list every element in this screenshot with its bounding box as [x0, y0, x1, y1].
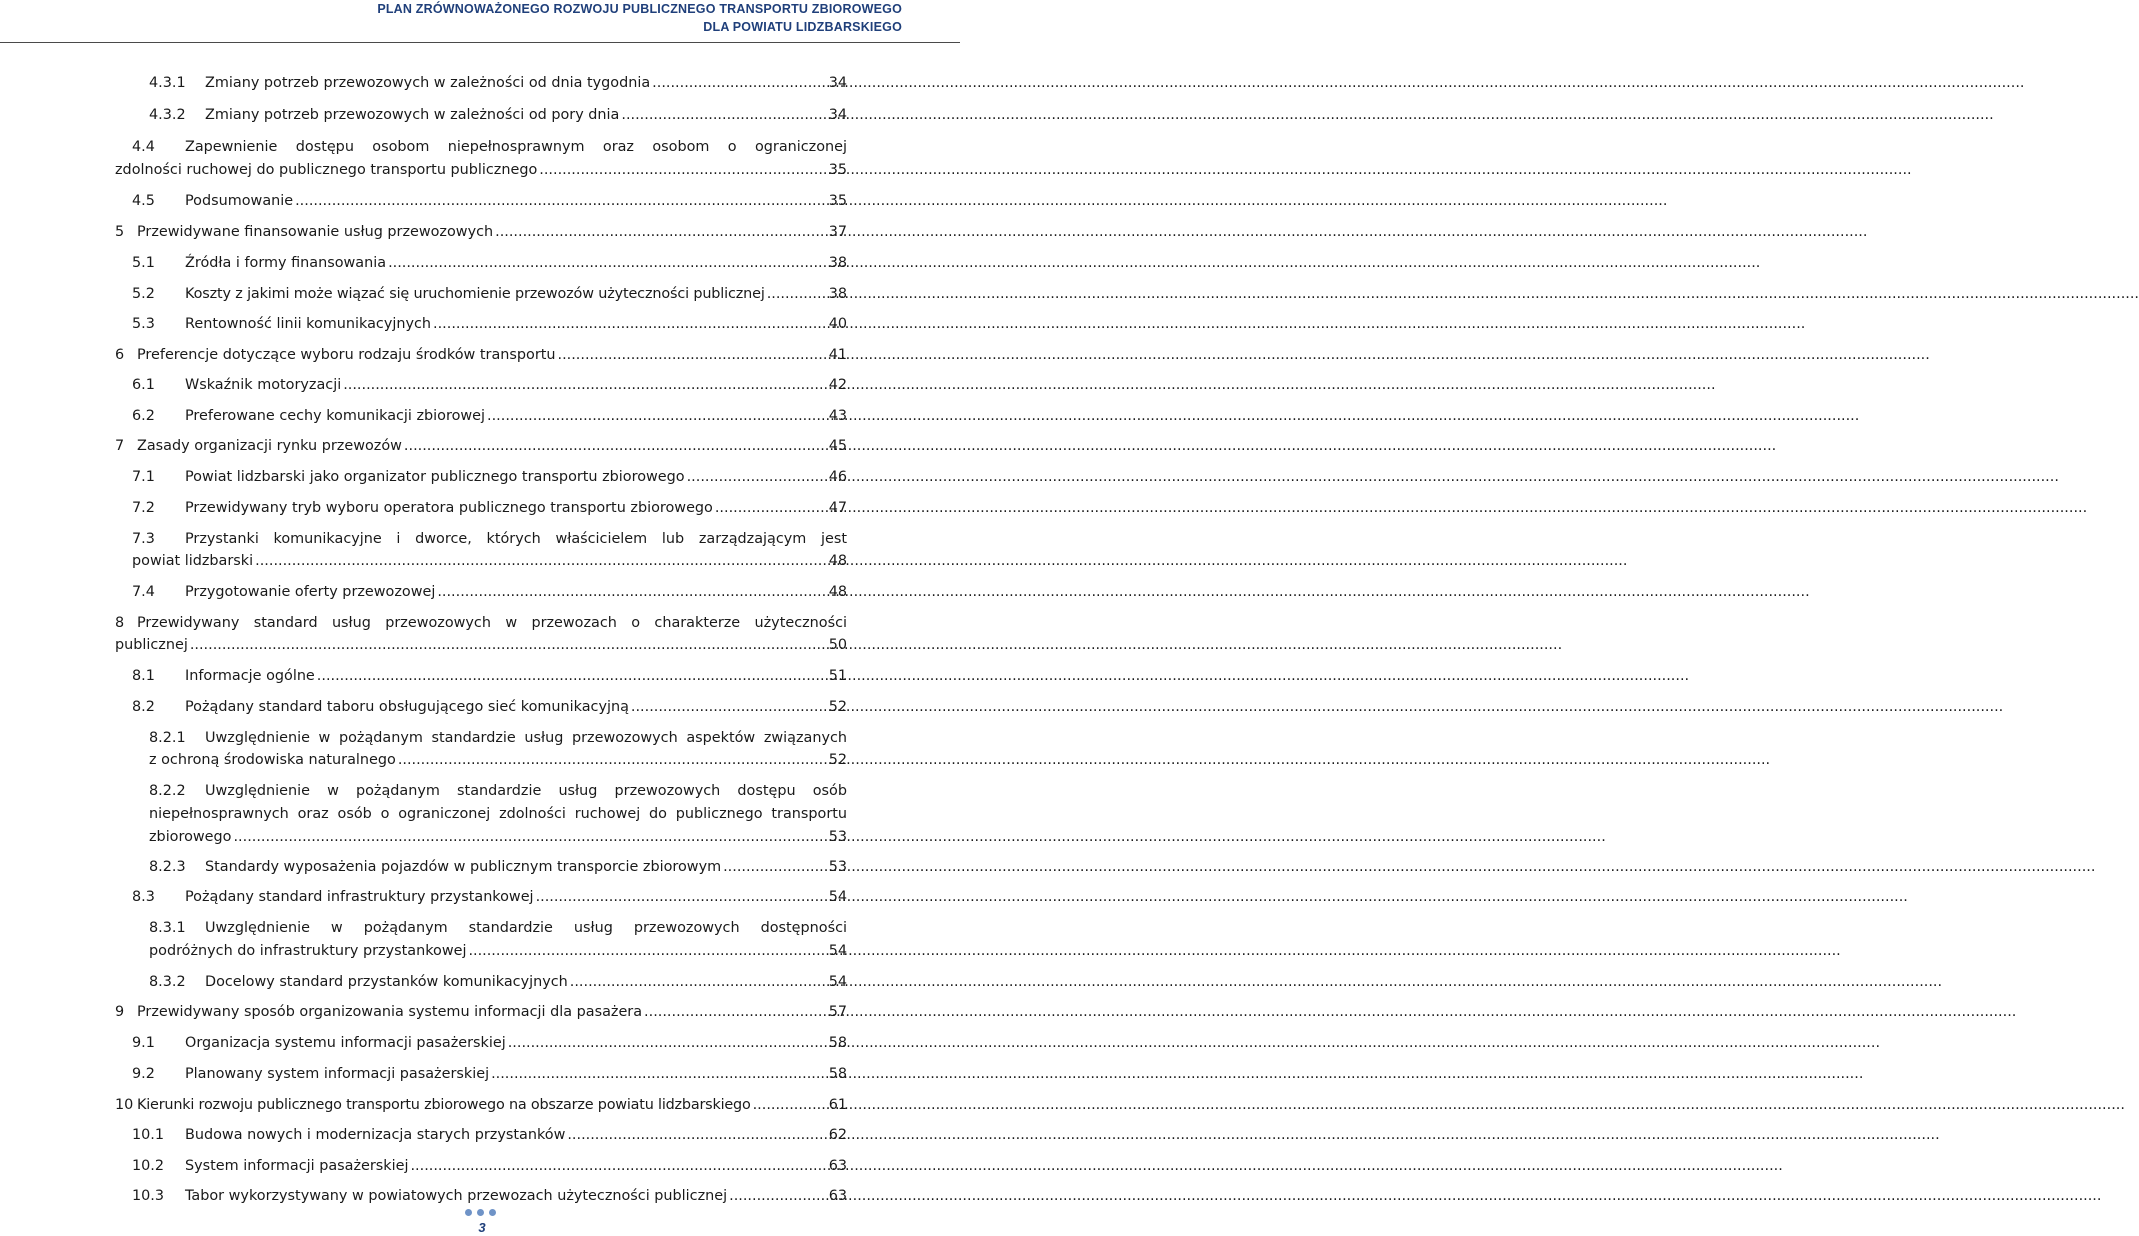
toc-entry[interactable] [132, 581, 847, 604]
toc-entry-number: 6.2 [132, 408, 155, 424]
toc-entry-title-line2: powiat lidzbarski [132, 553, 254, 569]
toc-entry-number: 8.1 [132, 668, 155, 684]
toc-entry-page: 41 [828, 347, 847, 363]
toc-entry-number: 8.2.1 [149, 730, 186, 746]
header-title-line2: DLA POWIATU LIDZBARSKIEGO [703, 20, 902, 34]
toc-leader-dots [644, 1001, 825, 1024]
toc-entry-page: 40 [828, 316, 847, 332]
toc-entry-title-line1b: niepełnosprawnych oraz osób o ograniczonej zdolności ruchowej do publicznego transportu [149, 806, 847, 822]
toc-entry-number: 10.3 [132, 1188, 165, 1204]
toc-entry-title-line1: Uwzględnienie w pożądanym standardzie usług przewozowych dostępu osób [205, 783, 847, 799]
toc-entry-page: 45 [828, 438, 847, 454]
header-title-line1: PLAN ZRÓWNOWAŻONEGO ROZWOJU PUBLICZNEGO TRANSPORTU ZBIOROWEGO [377, 2, 902, 16]
toc-entry-page: 50 [828, 637, 847, 653]
toc-leader-dots [343, 374, 824, 397]
toc-entry-page: 54 [828, 889, 847, 905]
toc-entry-page: 61 [828, 1097, 847, 1113]
toc-leader-dots [570, 971, 825, 994]
toc-entry[interactable] [132, 405, 847, 428]
toc-leader-dots [558, 344, 825, 367]
toc-entry-page: 52 [828, 699, 847, 715]
toc-entry-title: Powiat lidzbarski jako organizator publicznego transportu zbiorowego [185, 469, 685, 485]
toc-entry-title-line2: zbiorowego [149, 829, 232, 845]
toc-leader-dots [536, 886, 825, 909]
toc-entry-number: 6.1 [132, 377, 155, 393]
toc-entry-number: 9.1 [132, 1035, 155, 1051]
toc-leader-dots [539, 159, 824, 182]
toc-entry[interactable] [132, 1124, 847, 1147]
toc-entry-page: 38 [828, 255, 847, 271]
toc-entry-number: 7.4 [132, 584, 155, 600]
toc-entry-continuation[interactable] [149, 749, 847, 772]
toc-leader-dots [567, 1124, 824, 1147]
toc-entry-number: 5.1 [132, 255, 155, 271]
toc-leader-dots [433, 313, 825, 336]
toc-entry-title-line1: Uwzględnienie w pożądanym standardzie usług przewozowych aspektów związanych [205, 730, 847, 746]
toc-entry-title: Pożądany standard taboru obsługującego sieć komunikacyjną [185, 699, 629, 715]
toc-entry-continuation [149, 803, 847, 826]
toc-entry[interactable] [149, 104, 847, 127]
toc-entry-title: Koszty z jakimi może wiązać się uruchomienie przewozów użyteczności publicznej [185, 286, 765, 302]
toc-entry-number: 5.3 [132, 316, 155, 332]
toc-leader-dots [437, 581, 824, 604]
toc-entry-title: System informacji pasażerskiej [185, 1158, 409, 1174]
toc-entry-number: 8.2.3 [149, 859, 186, 875]
toc-entry-number: 5 [115, 224, 125, 240]
toc-entry[interactable] [149, 971, 847, 994]
toc-leader-dots [410, 1155, 824, 1178]
toc-leader-dots [715, 497, 825, 520]
toc-entry[interactable] [115, 435, 847, 458]
toc-entry-title-line1: Zapewnienie dostępu osobom niepełnosprawnym oraz osobom o ograniczonej [185, 139, 847, 155]
toc-entry-title: Docelowy standard przystanków komunikacyjnych [205, 974, 568, 990]
toc-entry-page: 53 [828, 829, 847, 845]
toc-entry-title: Podsumowanie [185, 193, 294, 209]
toc-entry-title-line1: Przewidywany standard usług przewozowych w przewozach o charakterze użyteczności [137, 615, 847, 631]
toc-entry-page: 52 [828, 752, 847, 768]
toc-entry-number: 10.2 [132, 1158, 165, 1174]
toc-entry-number: 7 [115, 438, 125, 454]
toc-entry[interactable] [115, 612, 847, 635]
toc-entry[interactable] [149, 917, 847, 940]
toc-entry-title-line2: zdolności ruchowej do publicznego transportu publicznego [115, 162, 538, 178]
toc-entry[interactable] [149, 72, 847, 95]
toc-entry-title-line2: z ochroną środowiska naturalnego [149, 752, 396, 768]
footer-dot [489, 1209, 496, 1216]
toc-entry[interactable] [132, 190, 847, 213]
toc-leader-dots [767, 283, 825, 306]
toc-leader-dots [190, 634, 825, 657]
toc-entry-page: 48 [828, 553, 847, 569]
toc-entry-page: 43 [828, 408, 847, 424]
toc-entry-page: 47 [828, 500, 847, 516]
toc-entry[interactable] [132, 313, 847, 336]
toc-entry-page: 34 [828, 75, 847, 91]
toc-entry-title-line2: publicznej [115, 637, 188, 653]
toc-leader-dots [233, 826, 824, 849]
page-header [0, 0, 960, 43]
toc-entry-page: 35 [828, 162, 847, 178]
toc-entry-continuation[interactable] [132, 550, 847, 573]
toc-leader-dots [652, 72, 825, 95]
toc-entry-page: 58 [828, 1035, 847, 1051]
toc-entry-number: 8.3.2 [149, 974, 186, 990]
footer-dot [477, 1209, 484, 1216]
toc-entry-number: 8.3.1 [149, 920, 186, 936]
toc-entry[interactable] [132, 665, 847, 688]
toc-entry-title: Przewidywany sposób organizowania systemu informacji dla pasażera [137, 1004, 643, 1020]
toc-entry-title: Źródła i formy finansowania [185, 255, 387, 271]
toc-entry-title: Zasady organizacji rynku przewozów [137, 438, 402, 454]
toc-entry[interactable] [115, 1094, 847, 1117]
toc-entry[interactable] [132, 1185, 847, 1208]
toc-entry-page: 51 [828, 668, 847, 684]
toc-entry-title: Preferencje dotyczące wyboru rodzaju środków transportu [137, 347, 556, 363]
toc-entry-page: 48 [828, 584, 847, 600]
toc-entry[interactable] [132, 466, 847, 489]
toc-leader-dots [631, 696, 825, 719]
toc-leader-dots [729, 1185, 825, 1208]
toc-entry-title: Zmiany potrzeb przewozowych w zależności od pory dnia [205, 107, 620, 123]
toc-entry-number: 4.3.2 [149, 107, 186, 123]
toc-entry[interactable] [132, 696, 847, 719]
toc-entry-page: 38 [828, 286, 847, 302]
toc-entry[interactable] [132, 283, 847, 306]
toc-entry-page: 54 [828, 974, 847, 990]
toc-entry[interactable] [149, 780, 847, 803]
toc-entry[interactable] [132, 1063, 847, 1086]
toc-leader-dots [487, 405, 825, 428]
toc-entry-title: Preferowane cechy komunikacji zbiorowej [185, 408, 486, 424]
toc-leader-dots [495, 221, 825, 244]
toc-entry[interactable] [132, 1032, 847, 1055]
toc-entry-page: 57 [828, 1004, 847, 1020]
toc-entry-title: Planowany system informacji pasażerskiej [185, 1066, 490, 1082]
toc-entry-number: 10 [115, 1097, 134, 1113]
toc-entry[interactable] [115, 344, 847, 367]
toc-entry-title: Kierunki rozwoju publicznego transportu zbiorowego na obszarze powiatu lidzbarskiego [137, 1097, 751, 1113]
toc-entry-title: Budowa nowych i modernizacja starych przystanków [185, 1127, 566, 1143]
toc-entry-continuation[interactable] [115, 634, 847, 657]
toc-entry-page: 58 [828, 1066, 847, 1082]
toc-entry[interactable] [132, 886, 847, 909]
toc-leader-dots [404, 435, 825, 458]
toc-entry-continuation[interactable] [149, 826, 847, 849]
toc-entry-page: 62 [828, 1127, 847, 1143]
toc-entry-number: 8.2 [132, 699, 155, 715]
toc-entry[interactable] [132, 528, 847, 551]
toc-entry-title: Rentowność linii komunikacyjnych [185, 316, 432, 332]
toc-leader-dots [255, 550, 825, 573]
toc-leader-dots [621, 104, 824, 127]
toc-entry-page: 46 [828, 469, 847, 485]
footer-decoration-dots [465, 1209, 497, 1217]
toc-entry-title: Standardy wyposażenia pojazdów w publicznym transporcie zbiorowym [205, 859, 722, 875]
toc-leader-dots [388, 252, 825, 275]
toc-entry-title: Informacje ogólne [185, 668, 315, 684]
toc-entry-number: 7.1 [132, 469, 155, 485]
toc-entry-page: 37 [828, 224, 847, 240]
toc-entry-title: Przewidywany tryb wyboru operatora publicznego transportu zbiorowego [185, 500, 713, 516]
toc-entry-continuation[interactable] [115, 159, 847, 182]
toc-entry-page: 53 [828, 859, 847, 875]
toc-entry-title: Przygotowanie oferty przewozowej [185, 584, 436, 600]
toc-entry-number: 9.2 [132, 1066, 155, 1082]
toc-entry-number: 8.3 [132, 889, 155, 905]
toc-entry-title: Wskaźnik motoryzacji [185, 377, 342, 393]
toc-entry-number: 7.2 [132, 500, 155, 516]
toc-entry-number: 4.5 [132, 193, 155, 209]
toc-entry-continuation[interactable] [149, 940, 847, 963]
toc-entry-page: 54 [828, 943, 847, 959]
toc-entry-number: 5.2 [132, 286, 155, 302]
toc-entry-title: Tabor wykorzystywany w powiatowych przewozach użyteczności publicznej [185, 1188, 728, 1204]
toc-entry-number: 8 [115, 615, 125, 631]
toc-leader-dots [295, 190, 825, 213]
toc-leader-dots [723, 856, 825, 879]
toc-entry[interactable] [115, 221, 847, 244]
toc-entry-number: 6 [115, 347, 125, 363]
toc-entry[interactable] [132, 136, 847, 159]
toc-entry-title: Pożądany standard infrastruktury przystankowej [185, 889, 534, 905]
toc-entry-page: 35 [828, 193, 847, 209]
toc-entry-title: Organizacja systemu informacji pasażerskiej [185, 1035, 506, 1051]
toc-leader-dots [468, 940, 824, 963]
toc-leader-dots [687, 466, 825, 489]
footer-dot [465, 1209, 472, 1216]
toc-entry-title: Zmiany potrzeb przewozowych w zależności od dnia tygodnia [205, 75, 651, 91]
toc-leader-dots [753, 1094, 825, 1117]
toc-entry[interactable] [132, 252, 847, 275]
toc-leader-dots [398, 749, 825, 772]
toc-entry-number: 7.3 [132, 531, 155, 547]
toc-entry-page: 42 [828, 377, 847, 393]
toc-entry[interactable] [132, 374, 847, 397]
toc-entry-number: 8.2.2 [149, 783, 186, 799]
toc-entry-number: 9 [115, 1004, 125, 1020]
toc-entry[interactable] [149, 727, 847, 750]
toc-entry[interactable] [115, 1001, 847, 1024]
toc-leader-dots [508, 1032, 825, 1055]
toc-entry-number: 4.3.1 [149, 75, 186, 91]
toc-entry-title-line1: Uwzględnienie w pożądanym standardzie usług przewozowych dostępności [205, 920, 847, 936]
toc-leader-dots [491, 1063, 825, 1086]
toc-entry[interactable] [132, 1155, 847, 1178]
page-number: 3 [478, 1220, 486, 1235]
toc-entry-number: 4.4 [132, 139, 155, 155]
toc-entry-number: 10.1 [132, 1127, 165, 1143]
toc-entry-page: 63 [828, 1188, 847, 1204]
toc-entry-title: Przewidywane finansowanie usług przewozowych [137, 224, 494, 240]
toc-entry-page: 34 [828, 107, 847, 123]
toc-leader-dots [317, 665, 825, 688]
toc-entry-title-line1: Przystanki komunikacyjne i dworce, których właścicielem lub zarządzającym jest [185, 531, 847, 547]
toc-entry-page: 63 [828, 1158, 847, 1174]
toc-entry[interactable] [132, 497, 847, 520]
toc-entry-title-line2: podróżnych do infrastruktury przystankowej [149, 943, 467, 959]
toc-entry[interactable] [149, 856, 847, 879]
